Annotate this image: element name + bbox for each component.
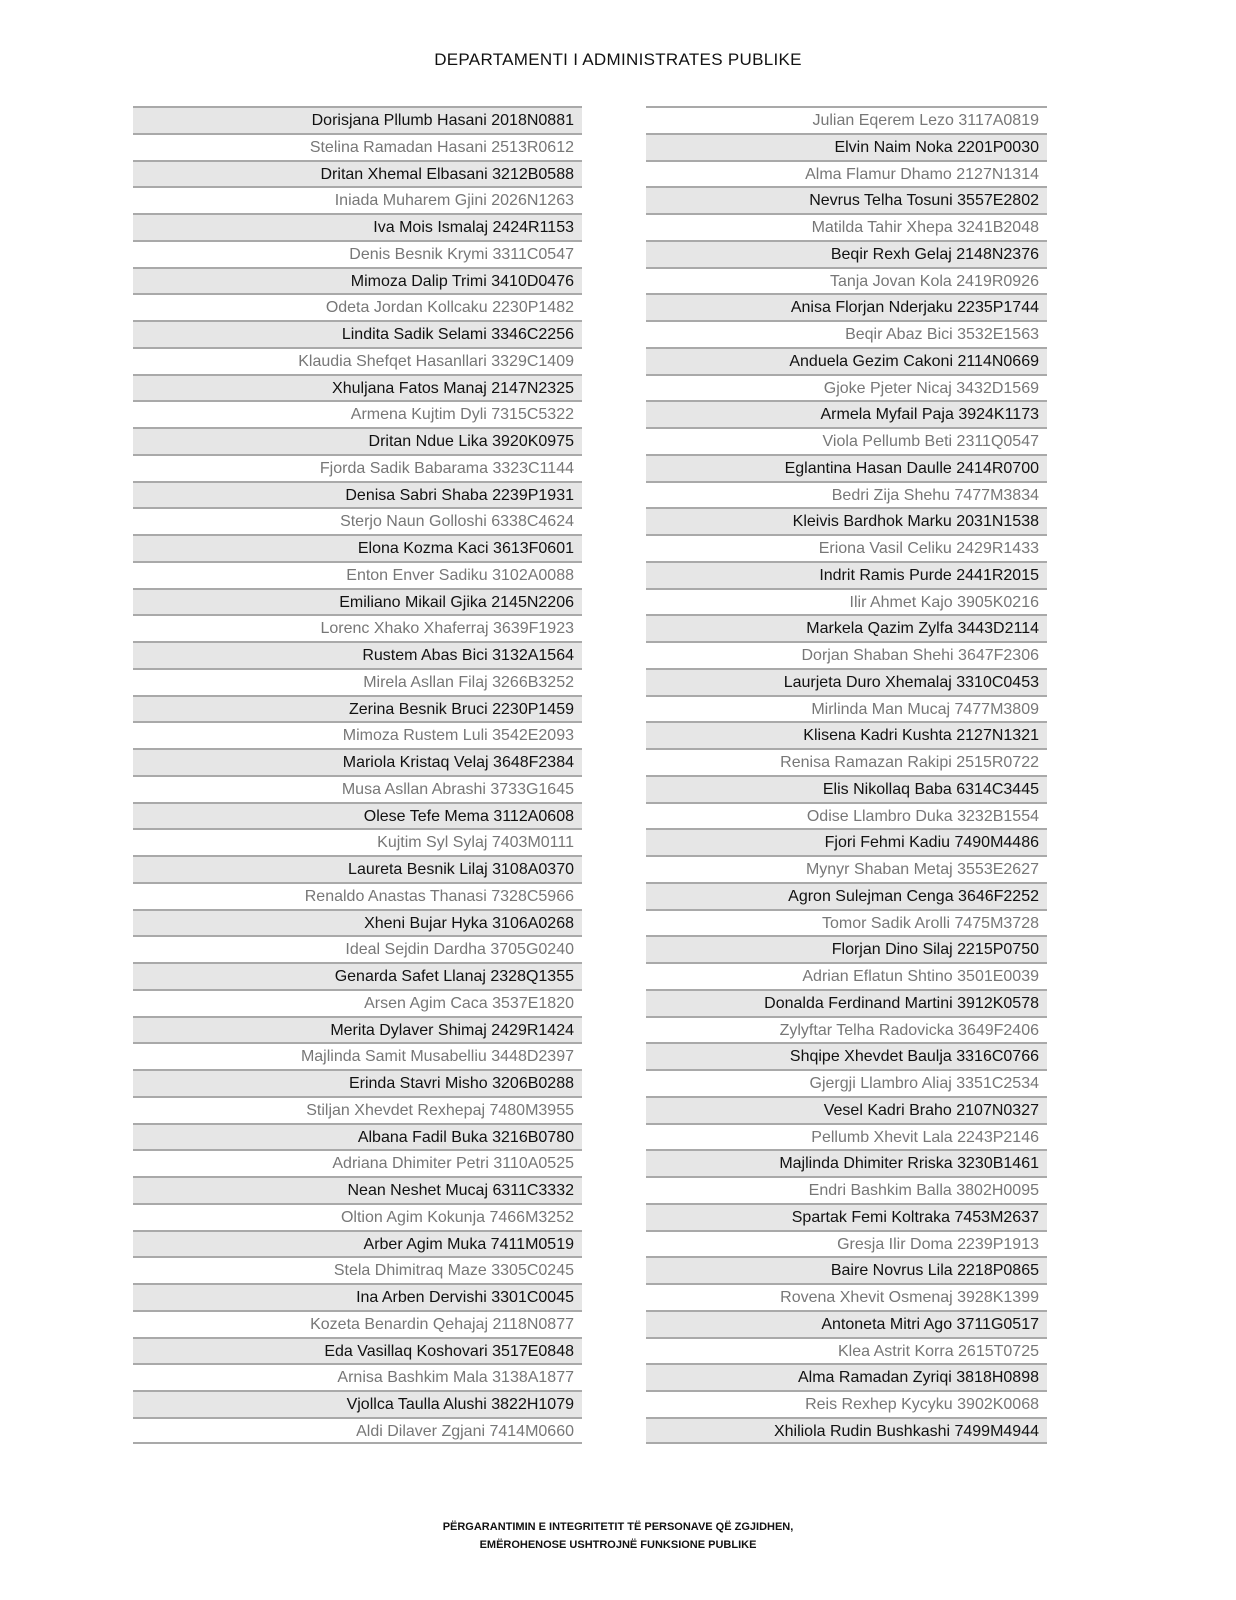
list-item: Agron Sulejman Cenga 3646F2252 (646, 882, 1047, 909)
list-item: Oltion Agim Kokunja 7466M3252 (133, 1203, 582, 1230)
list-item: Enton Enver Sadiku 3102A0088 (133, 561, 582, 588)
list-item: Armela Myfail Paja 3924K1173 (646, 400, 1047, 427)
list-item: Julian Eqerem Lezo 3117A0819 (646, 106, 1047, 133)
list-item: Stiljan Xhevdet Rexhepaj 7480M3955 (133, 1096, 582, 1123)
list-item: Shqipe Xhevdet Baulja 3316C0766 (646, 1042, 1047, 1069)
list-item: Dritan Ndue Lika 3920K0975 (133, 427, 582, 454)
list-item: Spartak Femi Koltraka 7453M2637 (646, 1203, 1047, 1230)
list-item: Antoneta Mitri Ago 3711G0517 (646, 1310, 1047, 1337)
list-item: Lindita Sadik Selami 3346C2256 (133, 320, 582, 347)
list-item: Klisena Kadri Kushta 2127N1321 (646, 721, 1047, 748)
list-item: Arber Agim Muka 7411M0519 (133, 1230, 582, 1257)
footer (0, 1518, 1236, 1554)
list-item: Aldi Dilaver Zgjani 7414M0660 (133, 1417, 582, 1444)
list-item: Zylyftar Telha Radovicka 3649F2406 (646, 1016, 1047, 1043)
list-item: Erinda Stavri Misho 3206B0288 (133, 1069, 582, 1096)
list-item: Bedri Zija Shehu 7477M3834 (646, 481, 1047, 508)
left-name-column (133, 106, 582, 1444)
list-item: Adrian Eflatun Shtino 3501E0039 (646, 962, 1047, 989)
right-name-column (646, 106, 1047, 1444)
list-item: Iniada Muharem Gjini 2026N1263 (133, 186, 582, 213)
list-item: Elis Nikollaq Baba 6314C3445 (646, 775, 1047, 802)
list-item: Rustem Abas Bici 3132A1564 (133, 641, 582, 668)
list-item: Matilda Tahir Xhepa 3241B2048 (646, 213, 1047, 240)
list-item: Ideal Sejdin Dardha 3705G0240 (133, 935, 582, 962)
list-item: Tomor Sadik Arolli 7475M3728 (646, 909, 1047, 936)
list-item: Mirela Asllan Filaj 3266B3252 (133, 668, 582, 695)
list-item: Beqir Rexh Gelaj 2148N2376 (646, 240, 1047, 267)
list-item: Vesel Kadri Braho 2107N0327 (646, 1096, 1047, 1123)
list-item: Sterjo Naun Golloshi 6338C4624 (133, 507, 582, 534)
list-item: Fjorda Sadik Babarama 3323C1144 (133, 454, 582, 481)
list-item: Odise Llambro Duka 3232B1554 (646, 802, 1047, 829)
list-item: Zerina Besnik Bruci 2230P1459 (133, 695, 582, 722)
list-item: Laureta Besnik Lilaj 3108A0370 (133, 855, 582, 882)
list-item: Armena Kujtim Dyli 7315C5322 (133, 400, 582, 427)
list-item: Eriona Vasil Celiku 2429R1433 (646, 534, 1047, 561)
list-item: Albana Fadil Buka 3216B0780 (133, 1123, 582, 1150)
list-item: Musa Asllan Abrashi 3733G1645 (133, 775, 582, 802)
list-item: Mimoza Rustem Luli 3542E2093 (133, 721, 582, 748)
list-item: Odeta Jordan Kollcaku 2230P1482 (133, 293, 582, 320)
footer-line-1: PËRGARANTIMIN E INTEGRITETIT TË PERSONAVE QË ZGJIDHEN, (442, 1521, 794, 1533)
list-item: Adriana Dhimiter Petri 3110A0525 (133, 1149, 582, 1176)
list-item: Genarda Safet Llanaj 2328Q1355 (133, 962, 582, 989)
list-item: Xheni Bujar Hyka 3106A0268 (133, 909, 582, 936)
list-item: Eda Vasillaq Koshovari 3517E0848 (133, 1337, 582, 1364)
list-item: Denis Besnik Krymi 3311C0547 (133, 240, 582, 267)
list-item: Elvin Naim Noka 2201P0030 (646, 133, 1047, 160)
list-item: Alma Ramadan Zyriqi 3818H0898 (646, 1363, 1047, 1390)
list-item: Ilir Ahmet Kajo 3905K0216 (646, 588, 1047, 615)
list-item: Kujtim Syl Sylaj 7403M0111 (133, 828, 582, 855)
list-item: Beqir Abaz Bici 3532E1563 (646, 320, 1047, 347)
list-item: Elona Kozma Kaci 3613F0601 (133, 534, 582, 561)
list-item: Merita Dylaver Shimaj 2429R1424 (133, 1016, 582, 1043)
list-item: Stelina Ramadan Hasani 2513R0612 (133, 133, 582, 160)
list-item: Mariola Kristaq Velaj 3648F2384 (133, 748, 582, 775)
list-item: Vjollca Taulla Alushi 3822H1079 (133, 1390, 582, 1417)
list-item: Lorenc Xhako Xhaferraj 3639F1923 (133, 614, 582, 641)
list-item: Mimoza Dalip Trimi 3410D0476 (133, 267, 582, 294)
list-item: Florjan Dino Silaj 2215P0750 (646, 935, 1047, 962)
page-title: DEPARTAMENTI I ADMINISTRATES PUBLIKE (434, 50, 802, 69)
list-item: Anduela Gezim Cakoni 2114N0669 (646, 347, 1047, 374)
list-item: Emiliano Mikail Gjika 2145N2206 (133, 588, 582, 615)
list-item: Denisa Sabri Shaba 2239P1931 (133, 481, 582, 508)
list-item: Dritan Xhemal Elbasani 3212B0588 (133, 160, 582, 187)
footer-line-2: EMËROHENOSE USHTROJNË FUNKSIONE PUBLIKE (479, 1539, 757, 1551)
list-item: Nevrus Telha Tosuni 3557E2802 (646, 186, 1047, 213)
list-item: Renaldo Anastas Thanasi 7328C5966 (133, 882, 582, 909)
list-item: Nean Neshet Mucaj 6311C3332 (133, 1176, 582, 1203)
list-item: Dorisjana Pllumb Hasani 2018N0881 (133, 106, 582, 133)
list-item: Baire Novrus Lila 2218P0865 (646, 1256, 1047, 1283)
list-item: Renisa Ramazan Rakipi 2515R0722 (646, 748, 1047, 775)
list-item: Donalda Ferdinand Martini 3912K0578 (646, 989, 1047, 1016)
list-item: Anisa Florjan Nderjaku 2235P1744 (646, 293, 1047, 320)
list-item: Gresja Ilir Doma 2239P1913 (646, 1230, 1047, 1257)
list-item: Gjoke Pjeter Nicaj 3432D1569 (646, 374, 1047, 401)
list-item: Mynyr Shaban Metaj 3553E2627 (646, 855, 1047, 882)
list-item: Tanja Jovan Kola 2419R0926 (646, 267, 1047, 294)
list-item: Indrit Ramis Purde 2441R2015 (646, 561, 1047, 588)
list-item: Xhiliola Rudin Bushkashi 7499M4944 (646, 1417, 1047, 1444)
list-item: Kozeta Benardin Qehajaj 2118N0877 (133, 1310, 582, 1337)
list-item: Alma Flamur Dhamo 2127N1314 (646, 160, 1047, 187)
list-item: Endri Bashkim Balla 3802H0095 (646, 1176, 1047, 1203)
list-item: Reis Rexhep Kycyku 3902K0068 (646, 1390, 1047, 1417)
list-item: Olese Tefe Mema 3112A0608 (133, 802, 582, 829)
list-item: Eglantina Hasan Daulle 2414R0700 (646, 454, 1047, 481)
list-item: Viola Pellumb Beti 2311Q0547 (646, 427, 1047, 454)
list-item: Majlinda Samit Musabelliu 3448D2397 (133, 1042, 582, 1069)
list-item: Ina Arben Dervishi 3301C0045 (133, 1283, 582, 1310)
list-item: Dorjan Shaban Shehi 3647F2306 (646, 641, 1047, 668)
list-item: Xhuljana Fatos Manaj 2147N2325 (133, 374, 582, 401)
list-item: Klea Astrit Korra 2615T0725 (646, 1337, 1047, 1364)
list-item: Majlinda Dhimiter Rriska 3230B1461 (646, 1149, 1047, 1176)
list-item: Gjergji Llambro Aliaj 3351C2534 (646, 1069, 1047, 1096)
list-item: Arsen Agim Caca 3537E1820 (133, 989, 582, 1016)
list-item: Rovena Xhevit Osmenaj 3928K1399 (646, 1283, 1047, 1310)
list-item: Pellumb Xhevit Lala 2243P2146 (646, 1123, 1047, 1150)
list-item: Laurjeta Duro Xhemalaj 3310C0453 (646, 668, 1047, 695)
list-item: Stela Dhimitraq Maze 3305C0245 (133, 1256, 582, 1283)
list-item: Markela Qazim Zylfa 3443D2114 (646, 614, 1047, 641)
list-item: Fjori Fehmi Kadiu 7490M4486 (646, 828, 1047, 855)
list-item: Mirlinda Man Mucaj 7477M3809 (646, 695, 1047, 722)
list-item: Arnisa Bashkim Mala 3138A1877 (133, 1363, 582, 1390)
list-item: Klaudia Shefqet Hasanllari 3329C1409 (133, 347, 582, 374)
list-item: Iva Mois Ismalaj 2424R1153 (133, 213, 582, 240)
list-item: Kleivis Bardhok Marku 2031N1538 (646, 507, 1047, 534)
